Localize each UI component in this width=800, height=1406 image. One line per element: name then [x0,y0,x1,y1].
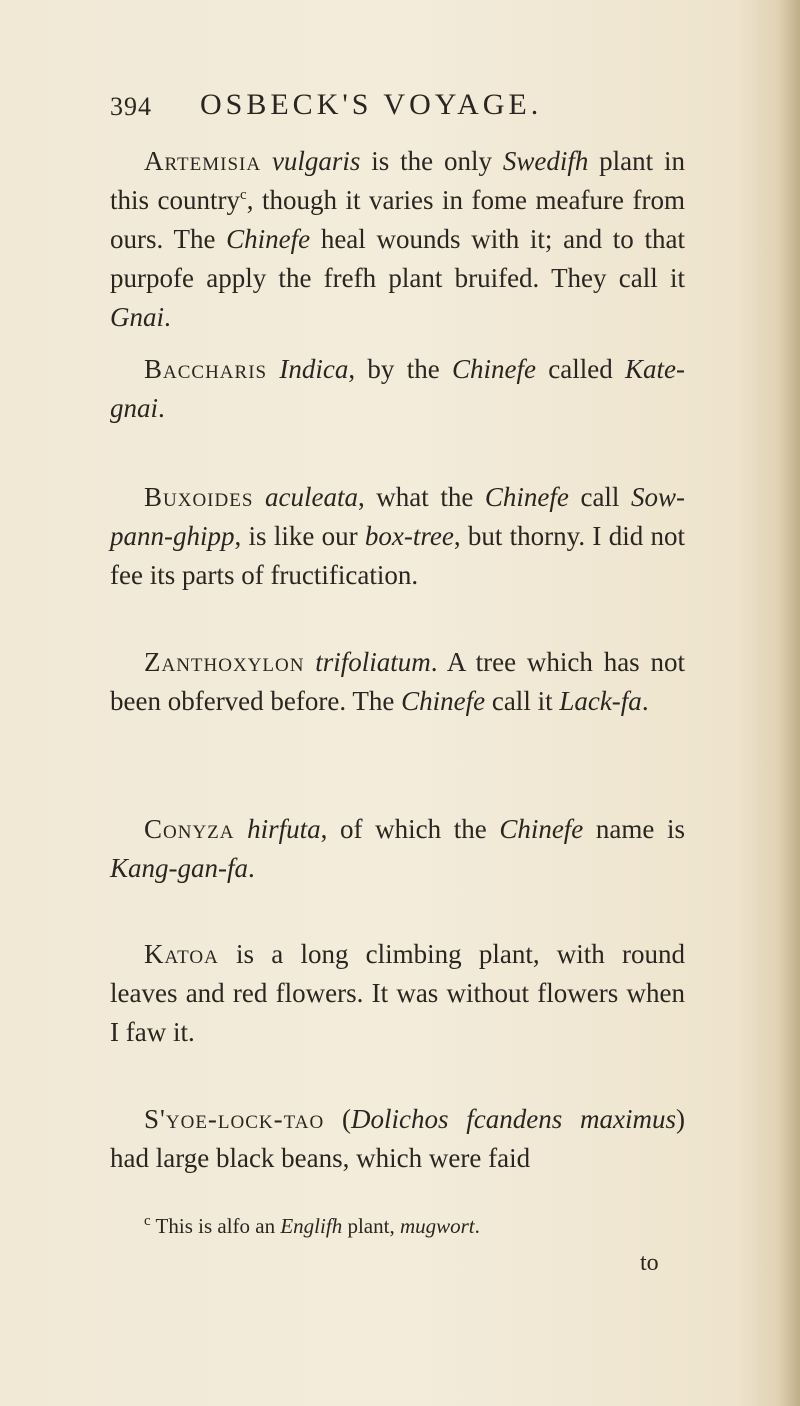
entry-baccharis: Baccharis Indica, by the Chinefe called Kate-gnai. [110,354,685,423]
entry-conyza: Conyza hirfuta, of which the Chinefe name is Kang-gan-fa. [110,814,686,883]
entry-artemisia: Artemisia vulgaris is the only Swedifh plant in this country$^c$, though it varies in fome meafure from ours. The Chinefe heal wounds with it; and to that purpofe apply the frefh plant bruifed. They call it Gnai. [110,146,685,332]
footnote: $^c$ This is alfo an Englifh plant, mugwort. [144,1213,480,1238]
entry-zanthoxylon: Zanthoxylon trifoliatum. A tree which has not been obferved before. The Chinefe call it Lack-fa. [110,647,685,716]
entry-syoe-lock-tao: S'yoe-lock-tao (Dolichos fcandens maximus) had large black beans, which were faid [110,1104,685,1173]
entry-katoa: Katoa is a long climbing plant, with round leaves and red flowers. It was without flowers when I faw it. [110,939,685,1047]
page-edge-shadow [778,0,800,1406]
running-title: OSBECK'S VOYAGE. [200,88,543,121]
catchword: to [640,1250,659,1276]
page-number: 394 [110,92,152,121]
page-header [110,84,670,124]
entry-buxoides: Buxoides aculeata, what the Chinefe call Sow-pann-ghipp, is like our box-tree, but thorny. I did not fee its parts of fructification. [110,482,685,590]
